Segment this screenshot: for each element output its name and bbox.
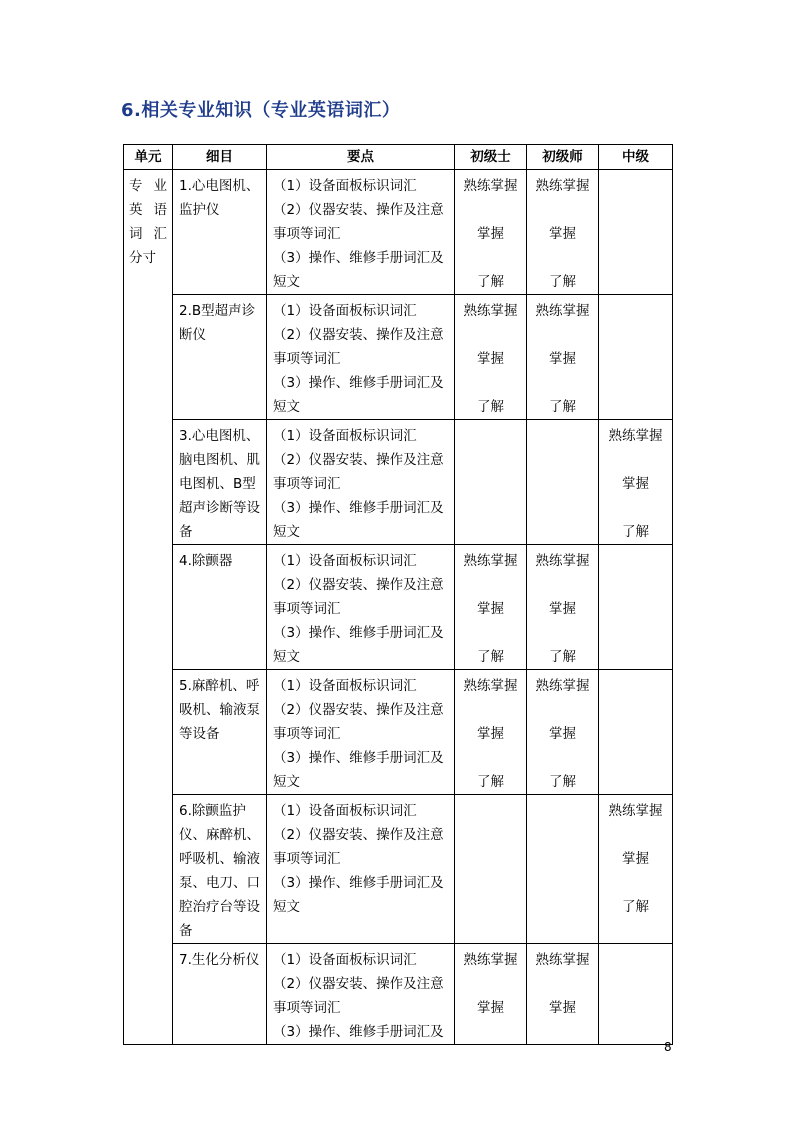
level-text xyxy=(599,347,672,395)
page-number: 8 xyxy=(664,1040,672,1054)
level-cell-junior-tech xyxy=(455,170,527,295)
table-row xyxy=(124,295,673,420)
level-text: 掌握 xyxy=(622,851,649,867)
level-text: 了解 xyxy=(549,274,576,290)
level-text xyxy=(455,847,526,895)
level-cell-intermediate xyxy=(599,795,673,944)
point-item: （2）仪器安装、操作及注意事项等词汇 xyxy=(273,452,444,492)
point-item: （2）仪器安装、操作及注意事项等词汇 xyxy=(273,202,444,242)
point-item: （1）设备面板标识词汇 xyxy=(273,428,417,444)
level-text: 掌握 xyxy=(549,351,576,367)
header-subject: 细目 xyxy=(173,145,267,170)
level-text: 熟练掌握 xyxy=(608,428,663,444)
level-text xyxy=(455,472,526,520)
level-cell-intermediate xyxy=(599,944,673,1045)
points-cell xyxy=(267,545,455,670)
level-text xyxy=(599,597,672,645)
level-text: 了解 xyxy=(549,399,576,415)
level-text: 了解 xyxy=(477,274,504,290)
level-text: 掌握 xyxy=(477,226,504,242)
level-cell-junior-tech xyxy=(455,795,527,944)
subject-cell: 5.麻醉机、呼吸机、输液泵等设备 xyxy=(173,670,267,795)
level-text: 掌握 xyxy=(622,476,649,492)
level-text xyxy=(599,174,672,222)
table-row xyxy=(124,670,673,795)
level-text: 熟练掌握 xyxy=(463,178,518,194)
header-points: 要点 xyxy=(267,145,455,170)
level-text xyxy=(599,996,672,1044)
subject-cell: 2.B型超声诊断仪 xyxy=(173,295,267,420)
level-text xyxy=(599,722,672,770)
point-item: （3）操作、维修手册词汇及短文 xyxy=(273,250,444,290)
points-cell xyxy=(267,420,455,545)
header-junior-master: 初级师 xyxy=(527,145,599,170)
level-text xyxy=(527,799,598,847)
syllabus-table xyxy=(123,144,673,1045)
point-item: （2）仪器安装、操作及注意事项等词汇 xyxy=(273,827,444,867)
point-item: （1）设备面板标识词汇 xyxy=(273,678,417,694)
level-text: 熟练掌握 xyxy=(535,178,590,194)
level-cell-junior-master xyxy=(527,420,599,545)
level-text: 了解 xyxy=(549,649,576,665)
level-text: 了解 xyxy=(622,524,649,540)
subject-cell: 6.除颤监护仪、麻醉机、呼吸机、输液泵、电刀、口腔治疗台等设备 xyxy=(173,795,267,944)
table-header-row xyxy=(124,145,673,170)
point-item: （3）操作、维修手册词汇及 xyxy=(273,1024,444,1040)
subject-cell: 7.生化分析仪 xyxy=(173,944,267,1045)
level-text: 熟练掌握 xyxy=(535,678,590,694)
level-text: 熟练掌握 xyxy=(463,678,518,694)
section-title: 6.相关专业知识（专业英语词汇） xyxy=(121,100,401,121)
table-row xyxy=(124,420,673,545)
level-text: 掌握 xyxy=(549,601,576,617)
level-text: 掌握 xyxy=(477,726,504,742)
unit-line: 词 汇 xyxy=(129,226,167,242)
level-text: 掌握 xyxy=(549,726,576,742)
level-text xyxy=(527,847,598,895)
level-text: 熟练掌握 xyxy=(463,553,518,569)
unit-cell xyxy=(124,170,173,1045)
subject-cell: 4.除颤器 xyxy=(173,545,267,670)
point-item: （2）仪器安装、操作及注意事项等词汇 xyxy=(273,702,444,742)
unit-line: 英 语 xyxy=(129,202,167,218)
level-text: 掌握 xyxy=(549,226,576,242)
level-text: 了解 xyxy=(549,774,576,790)
table-row xyxy=(124,170,673,295)
point-item: （1）设备面板标识词汇 xyxy=(273,178,417,194)
level-cell-junior-tech xyxy=(455,670,527,795)
level-cell-junior-tech xyxy=(455,420,527,545)
subject-cell: 3.心电图机、脑电图机、肌电图机、B型超声诊断等设备 xyxy=(173,420,267,545)
level-cell-intermediate xyxy=(599,170,673,295)
table-row xyxy=(124,545,673,670)
level-cell-intermediate xyxy=(599,670,673,795)
level-text: 熟练掌握 xyxy=(463,303,518,319)
point-item: （1）设备面板标识词汇 xyxy=(273,303,417,319)
point-item: （3）操作、维修手册词汇及短文 xyxy=(273,750,444,790)
level-cell-junior-master xyxy=(527,545,599,670)
point-item: （2）仪器安装、操作及注意事项等词汇 xyxy=(273,327,444,367)
point-item: （3）操作、维修手册词汇及短文 xyxy=(273,500,444,540)
header-unit: 单元 xyxy=(124,145,173,170)
point-item: （2）仪器安装、操作及注意事项等词汇 xyxy=(273,577,444,617)
point-item: （3）操作、维修手册词汇及短文 xyxy=(273,875,444,915)
level-cell-intermediate xyxy=(599,295,673,420)
points-cell xyxy=(267,295,455,420)
level-text: 了解 xyxy=(477,774,504,790)
level-cell-junior-master xyxy=(527,795,599,944)
points-cell xyxy=(267,944,455,1045)
level-text: 熟练掌握 xyxy=(535,553,590,569)
level-text: 熟练掌握 xyxy=(608,803,663,819)
level-cell-junior-master xyxy=(527,944,599,1045)
points-cell xyxy=(267,170,455,295)
level-text: 掌握 xyxy=(477,351,504,367)
level-cell-junior-tech xyxy=(455,545,527,670)
level-text: 熟练掌握 xyxy=(535,303,590,319)
level-text: 掌握 xyxy=(477,601,504,617)
level-text xyxy=(599,549,672,597)
level-text: 了解 xyxy=(477,649,504,665)
header-intermediate: 中级 xyxy=(599,145,673,170)
header-junior-tech: 初级士 xyxy=(455,145,527,170)
level-text xyxy=(599,222,672,270)
table-row xyxy=(124,795,673,944)
level-text xyxy=(527,472,598,520)
unit-line: 分寸 xyxy=(129,250,156,266)
point-item: （1）设备面板标识词汇 xyxy=(273,952,417,968)
level-cell-junior-master xyxy=(527,295,599,420)
level-text xyxy=(599,948,672,996)
level-text: 了解 xyxy=(477,399,504,415)
level-text xyxy=(455,424,526,472)
level-text xyxy=(455,799,526,847)
unit-line: 专 业 xyxy=(129,178,167,194)
level-text: 了解 xyxy=(622,899,649,915)
points-cell xyxy=(267,795,455,944)
level-cell-junior-master xyxy=(527,170,599,295)
table-row xyxy=(124,944,673,1045)
level-text: 熟练掌握 xyxy=(535,952,590,968)
level-text: 熟练掌握 xyxy=(463,952,518,968)
level-text: 掌握 xyxy=(549,1000,576,1016)
point-item: （1）设备面板标识词汇 xyxy=(273,803,417,819)
level-text xyxy=(599,299,672,347)
level-cell-junior-tech xyxy=(455,295,527,420)
point-item: （3）操作、维修手册词汇及短文 xyxy=(273,375,444,415)
subject-cell: 1.心电图机、监护仪 xyxy=(173,170,267,295)
level-cell-intermediate xyxy=(599,545,673,670)
point-item: （2）仪器安装、操作及注意事项等词汇 xyxy=(273,976,444,1016)
point-item: （1）设备面板标识词汇 xyxy=(273,553,417,569)
level-text: 掌握 xyxy=(477,1000,504,1016)
level-text xyxy=(599,674,672,722)
level-cell-junior-tech xyxy=(455,944,527,1045)
points-cell xyxy=(267,670,455,795)
level-cell-junior-master xyxy=(527,670,599,795)
level-cell-intermediate xyxy=(599,420,673,545)
point-item: （3）操作、维修手册词汇及短文 xyxy=(273,625,444,665)
level-text xyxy=(527,424,598,472)
